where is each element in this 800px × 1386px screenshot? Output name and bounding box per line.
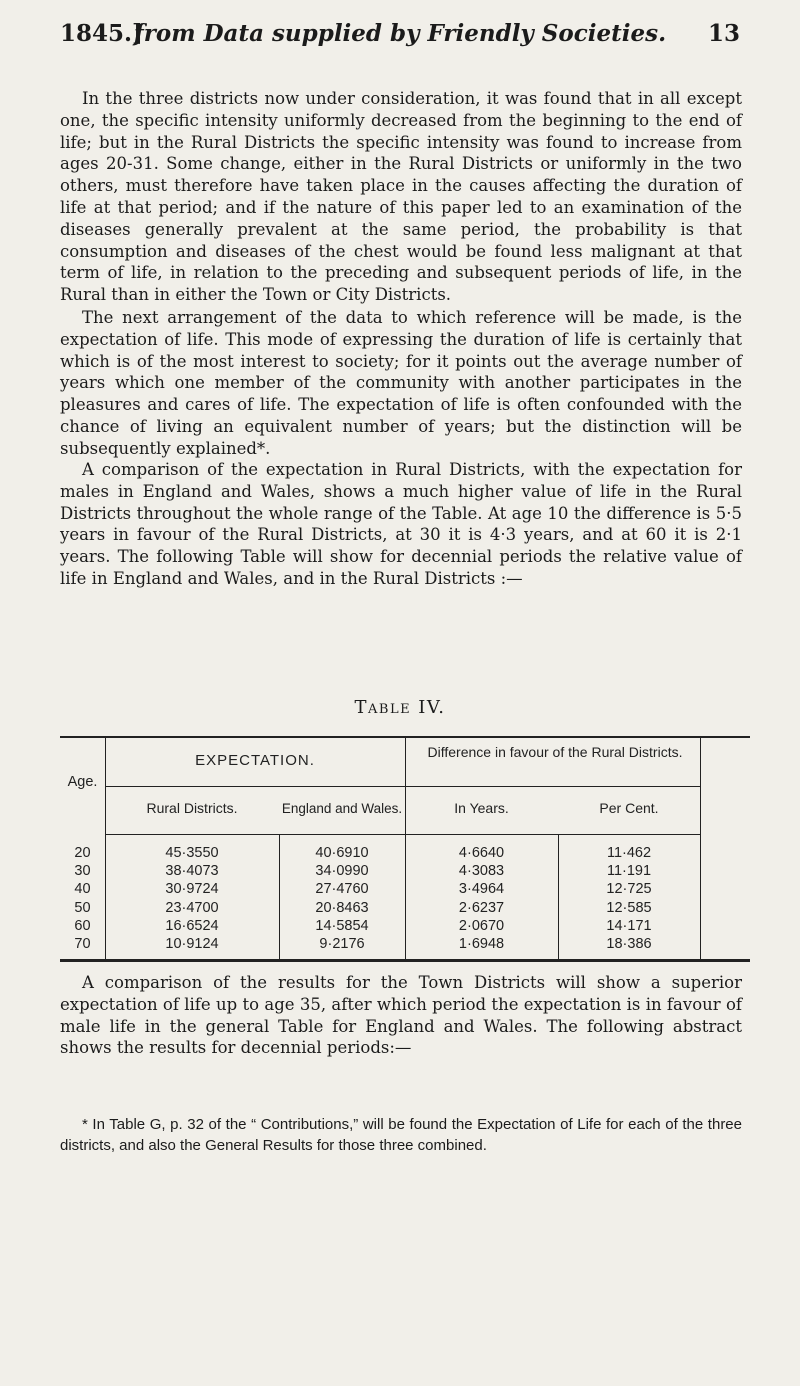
- paragraph-text: A comparison of the expectation in Rural Districts, with the expectation for males in England and Wales, shows a much higher value of life in the Rural Districts throughout the whole range of the Table. At age 10 the difference is 5·5 years in favour of the Rural Districts, at 30 it is 4·3 years, and at 60 it is 2·1 years. The following Table will show for decennial periods the relative value of life in England and Wales, and in the Rural Districts :—: [60, 460, 742, 588]
- expectation-table: [60, 736, 750, 962]
- header-years: In Years.: [454, 800, 509, 816]
- table-cell: 38·4073: [165, 863, 219, 880]
- paragraph-text: A comparison of the results for the Town Districts will show a superior expectation of life up to age 35, after which period the expectation is in favour of male life in the general Table for England and Wales. The following abstract shows the results for decennial periods:—: [60, 973, 742, 1058]
- table-cell: 14·5854: [315, 917, 369, 934]
- column-percent: [558, 844, 700, 953]
- table-cell: 30·9724: [165, 881, 219, 898]
- header-year: 1845.]: [60, 20, 143, 47]
- table-cell: 12·585: [606, 899, 652, 916]
- table-cell: 2·0670: [458, 917, 505, 934]
- table-cell: 70: [74, 936, 91, 953]
- table-rule: [105, 786, 700, 787]
- running-head: [60, 20, 740, 56]
- table-cell: 45·3550: [165, 845, 219, 861]
- table-cell: 9·2176: [319, 936, 365, 953]
- table-cell: 12·725: [606, 881, 652, 898]
- paragraph-rural-comparison: [60, 459, 742, 590]
- page-number: 13: [707, 20, 740, 47]
- table-title: Table IV.: [354, 697, 446, 718]
- header-england: England and Wales.: [281, 801, 403, 816]
- header-age: Age.: [67, 774, 98, 790]
- table-cell: 1·6948: [458, 936, 505, 953]
- table-cell: 10·9124: [165, 936, 219, 953]
- header-difference: Difference in favour of the Rural Districts.: [427, 744, 683, 760]
- column-years: [405, 844, 558, 953]
- table-cell: 40·6910: [315, 845, 369, 861]
- table-cell: 16·6524: [165, 917, 219, 934]
- paragraph-town-comparison: [60, 972, 742, 1059]
- header-expectation: EXPECTATION.: [195, 752, 315, 769]
- footnote-text: * In Table G, p. 32 of the “ Contributions,” will be found the Expectation of Life for each of the three districts, and also the General Results for those three combined.: [60, 1116, 742, 1154]
- table-cell: 2·6237: [458, 899, 505, 916]
- table-cell: 20·8463: [315, 899, 369, 916]
- paragraph-specific-intensity: [60, 88, 742, 306]
- paragraph-text: In the three districts now under consideration, it was found that in all except one, the specific intensity uniformly decreased from the beginning to the end of life; but in the Rural Districts the specific intensity was found to increase from ages 20-31. Some change, either in the Rural Districts or uniformly in the two others, must therefore have taken place in the causes affecting the duration of life at that period; and if the nature of this paper led to an examination of the diseases generally prevalent at the same period, the probability is that consumption and diseases of the chest would be found less malignant at that term of life, in relation to the preceding and subsequent periods of life, in the Rural than in either the Town or City Districts.: [60, 89, 742, 305]
- footnote: [60, 1114, 742, 1156]
- table-cell: 11·191: [606, 863, 652, 880]
- column-england: [279, 844, 405, 953]
- table-cell: 60: [74, 917, 91, 934]
- column-rural: [105, 844, 279, 953]
- table-cell: 40: [74, 881, 91, 898]
- header-rural: Rural Districts.: [146, 800, 238, 816]
- table-rule: [700, 738, 701, 959]
- table-cell: 30: [74, 863, 91, 880]
- table-cell: 11·462: [606, 845, 652, 861]
- table-cell: 18·386: [606, 936, 652, 953]
- table-cell: 4·3083: [458, 863, 505, 880]
- table-cell: 50: [74, 899, 91, 916]
- paragraph-text: The next arrangement of the data to which reference will be made, is the expectation of life. This mode of expressing the duration of life is certainly that which is of the most interest to society; for it points out the average number of years which one member of the community with another participates in the pleasures and cares of life. The expectation of life is often confounded with the chance of living an equivalent number of years; but the distinction will be subsequently explained*.: [60, 308, 742, 458]
- table-cell: 20: [74, 845, 91, 861]
- header-title: from Data supplied by Friendly Societies.: [133, 20, 667, 47]
- table-cell: 34·0990: [315, 863, 369, 880]
- header-percent: Per Cent.: [599, 800, 659, 816]
- column-age: [60, 844, 105, 953]
- table-rule: [105, 834, 700, 835]
- table-cell: 14·171: [606, 917, 652, 934]
- table-cell: 3·4964: [458, 881, 505, 898]
- table-cell: 23·4700: [165, 899, 219, 916]
- table-cell: 27·4760: [315, 881, 369, 898]
- table-cell: 4·6640: [458, 845, 505, 861]
- paragraph-expectation-of-life: [60, 307, 742, 460]
